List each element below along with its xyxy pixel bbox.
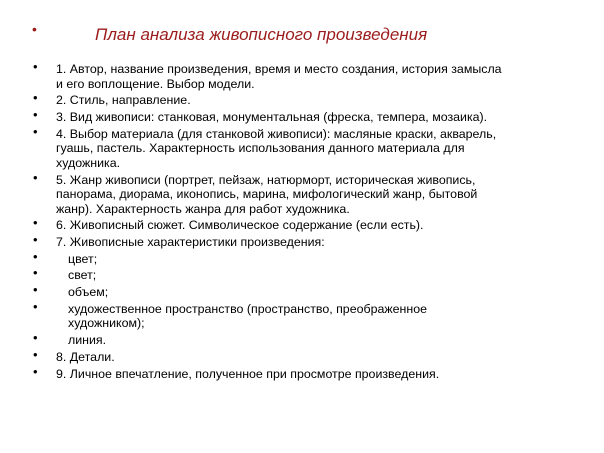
list-item-text: 4. Выбор материала (для станковой живописи): масляные краски, акварель, гуашь, пастель. Характерность использования данного материала для художника. (56, 126, 497, 170)
list-item (33, 232, 503, 250)
list-item (33, 169, 503, 217)
sub-list-item (33, 330, 503, 348)
list-item (33, 106, 503, 125)
list-item-text: 6. Живописный сюжет. Символическое содержание (если есть). (56, 218, 424, 233)
list-item-text: цвет; (68, 251, 98, 266)
list-item (33, 123, 503, 171)
title-bullet-icon: • (32, 21, 37, 37)
bullet-icon: • (33, 265, 38, 281)
list-item-text: линия. (68, 333, 107, 348)
sub-list-item (33, 265, 503, 283)
sub-list-item (33, 298, 503, 331)
bullet-icon: • (33, 90, 38, 106)
sub-list-item (33, 248, 503, 267)
list-item-text: 3. Вид живописи: станковая, монументальная (фреска, темпера, мозаика). (56, 109, 488, 124)
list-item-text: 2. Стиль, направление. (56, 93, 191, 108)
bullet-icon: • (33, 248, 38, 264)
bullet-icon: • (33, 363, 38, 379)
list-item-text: 7. Живописные характеристики произведения: (56, 235, 325, 250)
list-item (33, 215, 503, 233)
bullet-icon: • (33, 169, 38, 185)
bullet-icon: • (33, 330, 38, 346)
list-item (33, 363, 503, 382)
bullet-icon: • (33, 215, 38, 231)
sub-list-item (33, 282, 503, 300)
bullet-icon: • (33, 123, 38, 139)
analysis-plan-list (33, 59, 503, 383)
list-item-text: 9. Личное впечатление, полученное при просмотре произведения. (56, 366, 440, 381)
list-item-text: 1. Автор, название произведения, время и место создания, история замысла и его воплощение. Выбор модели. (56, 62, 502, 91)
list-item (33, 90, 503, 108)
bullet-icon: • (33, 346, 38, 362)
list-item-text: художественное пространство (пространство, преображенное художником); (68, 301, 428, 331)
list-item-text: объем; (68, 285, 109, 300)
list-item (33, 59, 503, 91)
list-item-text: 8. Детали. (56, 349, 115, 364)
list-item-text: 5. Жанр живописи (портрет, пейзаж, натюрморт, историческая живопись, панорама, диорама, иконопись, марина, мифологический жанр, бытовой жанр). Характерность жанра для работ художника. (56, 172, 478, 216)
bullet-icon: • (33, 298, 38, 314)
bullet-icon: • (33, 59, 38, 74)
bullet-icon: • (33, 106, 38, 122)
list-item (33, 346, 503, 365)
bullet-icon: • (33, 232, 38, 248)
bullet-icon: • (33, 282, 38, 298)
list-item-text: свет; (68, 268, 97, 283)
slide-title: План анализа живописного произведения (95, 25, 428, 44)
